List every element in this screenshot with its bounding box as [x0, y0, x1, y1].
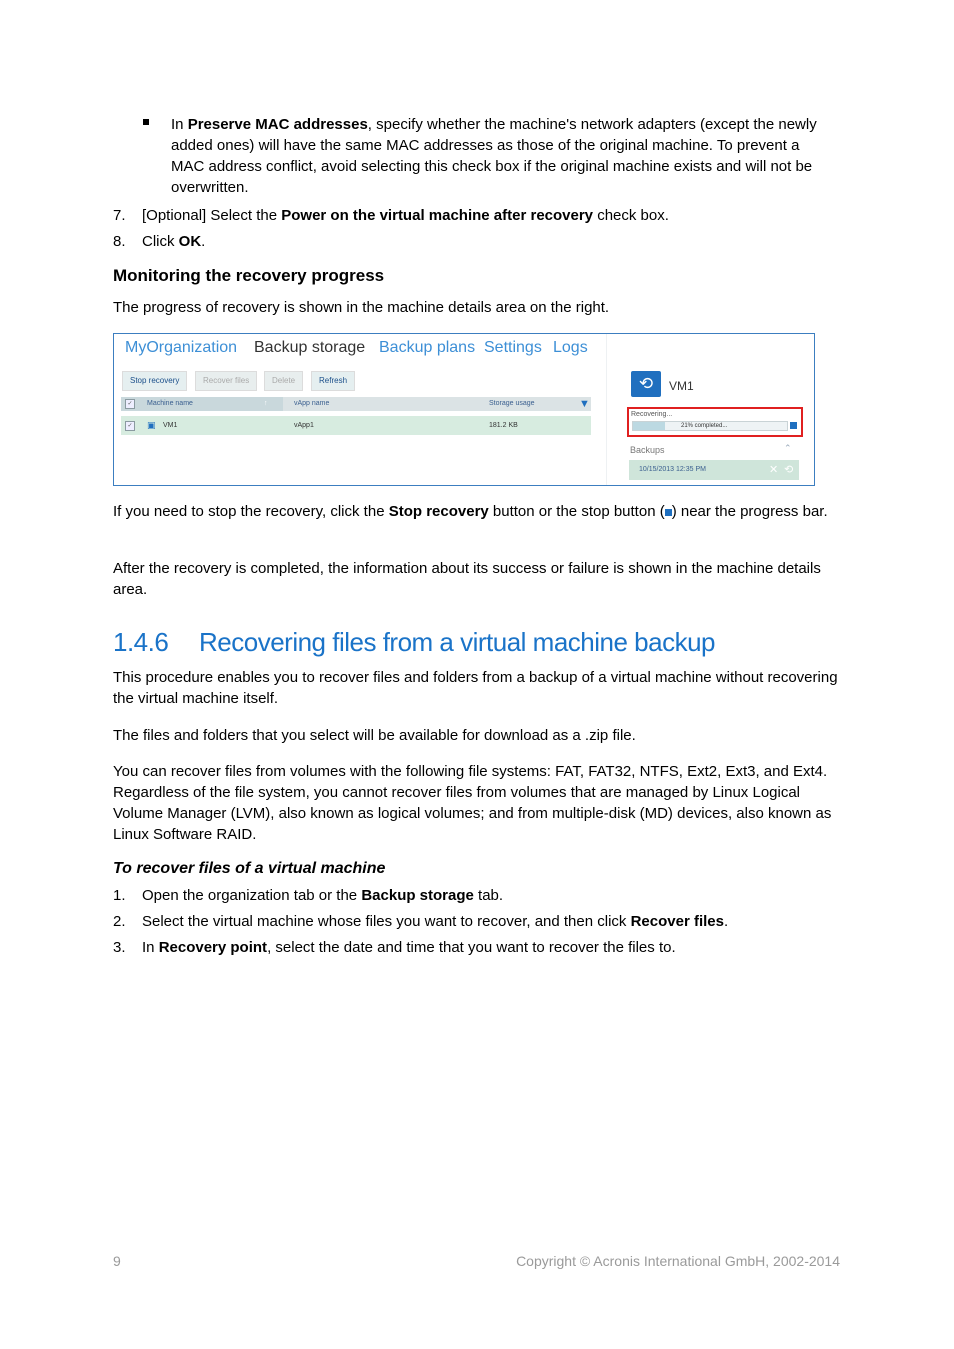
- stop-button-icon[interactable]: [790, 422, 797, 429]
- section-paragraph-2: The files and folders that you select will be available for download as a .zip file.: [113, 727, 636, 744]
- proc-step-3-suffix: , select the date and time that you want to recover the files to.: [267, 939, 676, 956]
- backup-date: 10/15/2013 12:35 PM: [639, 466, 706, 473]
- bullet-marker: [143, 119, 149, 125]
- sort-arrow-icon: ↑: [264, 400, 268, 407]
- section-paragraph-3: You can recover files from volumes with the following file systems: FAT, FAT32, NTFS, Ext2, Ext3, and Ext4. Regardless of the file system, you cannot recover files from volumes that are managed by Linux Logical Volume Manager (LVM), also known as logical volumes; and from multiple-disk (MD) devices, also known as Linux Software RAID.: [113, 763, 832, 843]
- recovering-status: Recovering...: [631, 411, 673, 418]
- progress-highlight-box: [627, 407, 803, 437]
- proc-step-1-bold: Backup storage: [361, 887, 474, 904]
- nav-backup-storage[interactable]: Backup storage: [254, 339, 366, 356]
- proc-step-2-number: 2.: [113, 913, 126, 930]
- filter-icon[interactable]: ▼: [579, 398, 590, 410]
- page-number: 9: [113, 1253, 121, 1269]
- nav-backup-plans[interactable]: Backup plans: [379, 339, 476, 356]
- section-heading: [113, 625, 715, 659]
- nav-my-organization[interactable]: MyOrganization: [125, 339, 238, 356]
- monitoring-intro: The progress of recovery is shown in the machine details area on the right.: [113, 299, 610, 316]
- col-vapp-name[interactable]: vApp name: [294, 400, 330, 407]
- stop-para-mid: button or the stop button (: [488, 503, 665, 520]
- details-vm-name: VM1: [669, 379, 694, 393]
- recover-files-button[interactable]: Recover files: [195, 371, 257, 391]
- stop-recovery-paragraph: [113, 501, 838, 522]
- stop-para-bold: Stop recovery: [388, 503, 489, 520]
- monitoring-heading: Monitoring the recovery progress: [113, 266, 385, 285]
- vm-monitor-icon: ▣: [147, 420, 156, 430]
- mac-addresses-bullet: [171, 114, 831, 198]
- step-8: [142, 231, 842, 252]
- progress-text: 21% completed...: [681, 423, 728, 429]
- copyright: Copyright © Acronis International GmbH, 2002-2014: [516, 1253, 840, 1269]
- step-8-number: 8.: [113, 233, 126, 250]
- row-storage-usage: 181.2 KB: [489, 422, 518, 429]
- proc-step-3-prefix: In: [142, 939, 159, 956]
- proc-step-1: [142, 885, 842, 906]
- col-machine-name[interactable]: Machine name: [147, 400, 193, 407]
- step-8-prefix: Click: [142, 233, 179, 250]
- sorted-column-highlight: [121, 397, 283, 411]
- table-row[interactable]: [121, 416, 591, 435]
- proc-step-2-bold: Recover files: [630, 913, 724, 930]
- nav-logs[interactable]: Logs: [553, 339, 588, 356]
- proc-step-1-suffix: tab.: [473, 887, 504, 904]
- proc-step-3: [142, 937, 842, 958]
- row-machine-name: VM1: [163, 422, 178, 429]
- restore-backup-icon[interactable]: ⟲: [784, 464, 794, 476]
- section-number: 1.4.6: [113, 627, 169, 657]
- vm-recovery-icon: ⟲: [631, 371, 661, 397]
- step-7-bold: Power on the virtual machine after recovery: [281, 207, 594, 224]
- step-8-bold: OK: [178, 233, 202, 250]
- proc-step-3-number: 3.: [113, 939, 126, 956]
- backups-label: Backups: [630, 445, 665, 455]
- step-7-prefix: [Optional] Select the: [142, 207, 282, 224]
- section-title: Recovering files from a virtual machine backup: [199, 627, 716, 657]
- stop-para-prefix: If you need to stop the recovery, click the: [113, 503, 389, 520]
- step-8-suffix: .: [201, 233, 206, 250]
- step-7-number: 7.: [113, 207, 126, 224]
- proc-step-1-prefix: Open the organization tab or the: [142, 887, 362, 904]
- col-storage-usage[interactable]: Storage usage: [489, 400, 535, 407]
- progress-fill: [633, 422, 665, 430]
- step-7-suffix: check box.: [593, 207, 669, 224]
- stop-recovery-button[interactable]: Stop recovery: [122, 371, 187, 391]
- stop-square-icon: [665, 509, 672, 516]
- proc-step-1-number: 1.: [113, 887, 126, 904]
- bullet-prefix: In: [171, 116, 188, 133]
- progress-bar: [632, 421, 788, 431]
- proc-step-2-prefix: Select the virtual machine whose files you want to recover, and then click: [142, 913, 631, 930]
- collapse-chevron-icon[interactable]: ⌃: [784, 443, 792, 453]
- proc-step-2-suffix: .: [723, 913, 729, 930]
- section-paragraph-1: This procedure enables you to recover files and folders from a backup of a virtual machine without recovering the virtual machine itself.: [113, 669, 838, 707]
- procedure-title: To recover files of a virtual machine: [113, 860, 386, 877]
- backup-list-item[interactable]: [629, 460, 799, 480]
- stop-para-suffix: ) near the progress bar.: [671, 503, 828, 520]
- row-checkbox[interactable]: ✓: [125, 421, 135, 431]
- delete-backup-icon[interactable]: ✕: [769, 464, 779, 476]
- row-vapp-name: vApp1: [294, 422, 314, 429]
- refresh-button[interactable]: Refresh: [311, 371, 355, 391]
- select-all-checkbox[interactable]: ✓: [125, 399, 135, 409]
- bullet-bold: Preserve MAC addresses: [187, 116, 368, 133]
- step-7: [142, 205, 842, 226]
- bullet-text: , specify whether the machine's network adapters (except the newly added ones) will have the same MAC addresses as those of the original machine. To prevent a MAC address conflict, avoid selecting this check box if the original machine exists and will not be overwritten.: [171, 116, 817, 196]
- after-recovery-paragraph: After the recovery is completed, the information about its success or failure is shown in the machine details area.: [113, 560, 821, 598]
- proc-step-2: [142, 911, 842, 932]
- recovery-screenshot: [113, 333, 815, 486]
- proc-step-3-bold: Recovery point: [158, 939, 268, 956]
- delete-button[interactable]: Delete: [264, 371, 303, 391]
- table-header: [121, 397, 591, 411]
- nav-settings[interactable]: Settings: [484, 339, 542, 356]
